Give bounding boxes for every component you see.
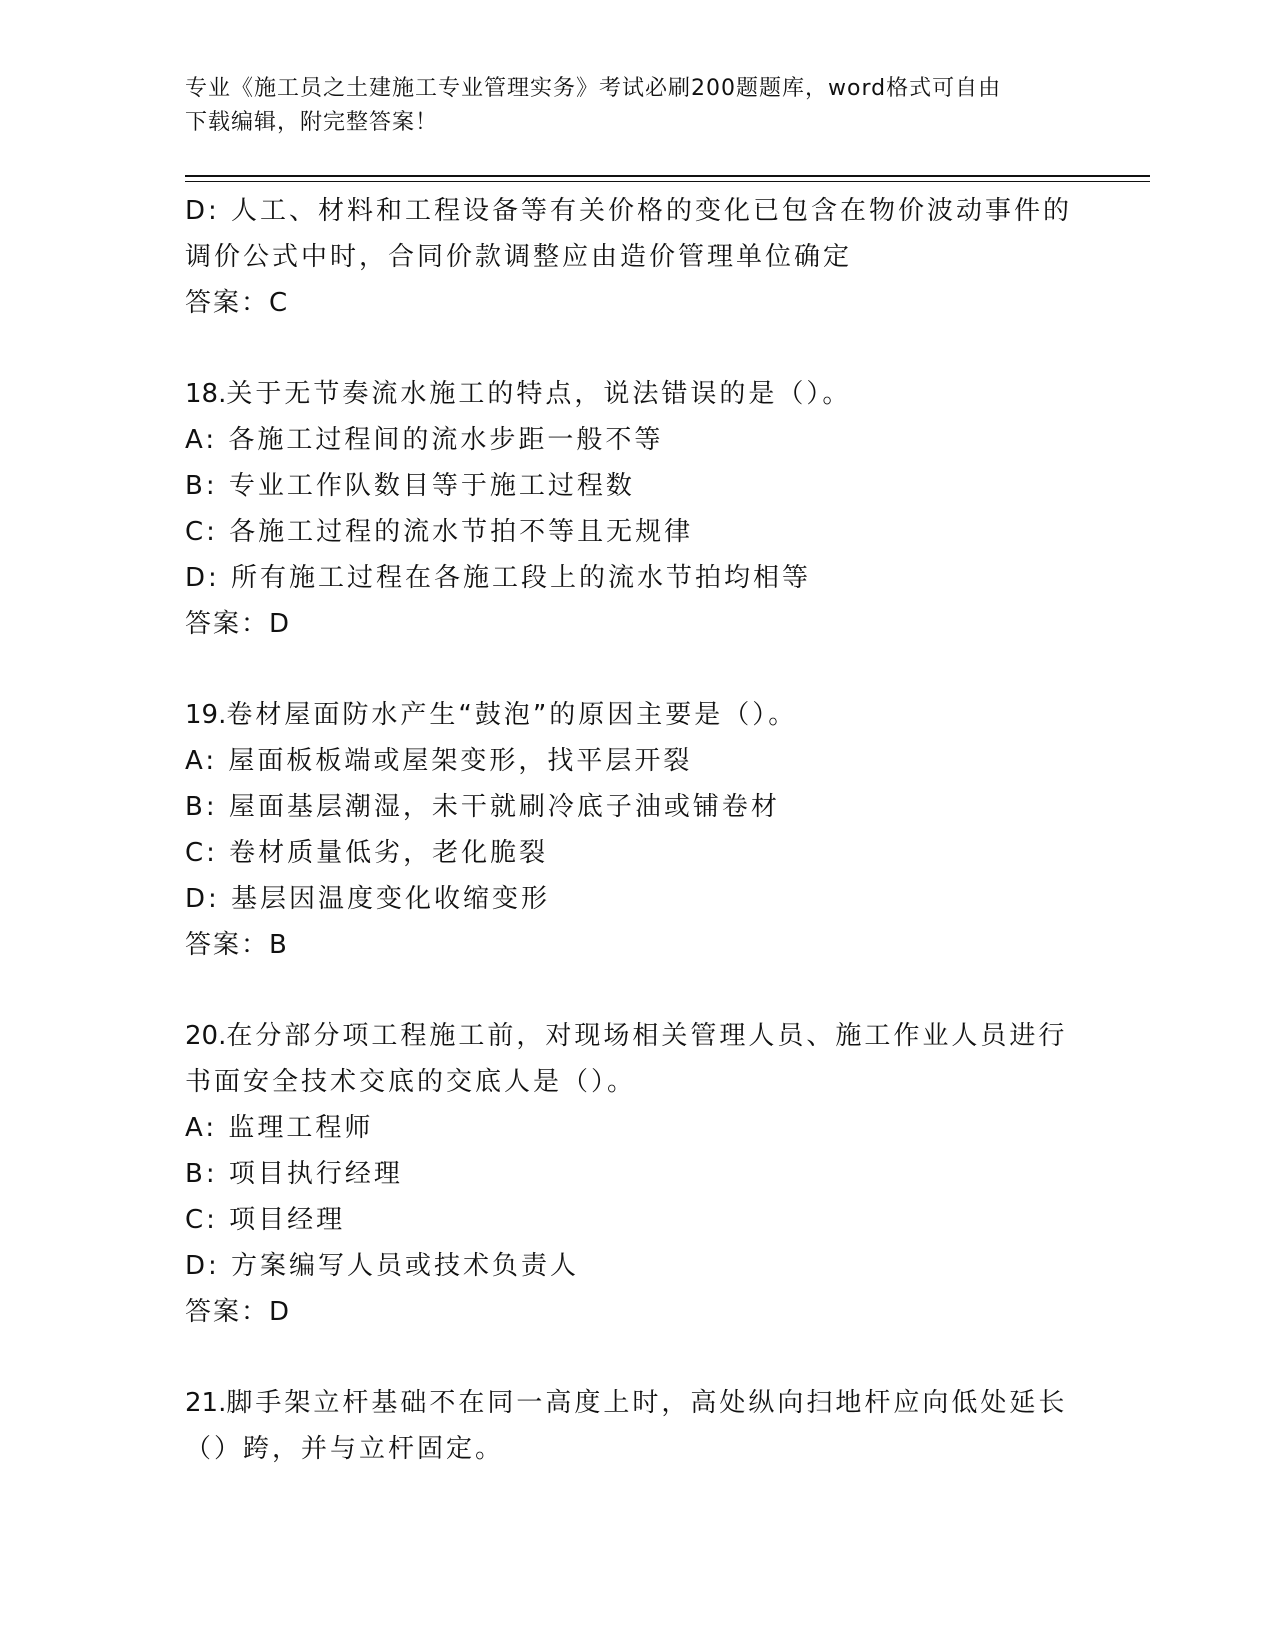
spacer — [185, 326, 1085, 371]
question-stem-line-2: （）跨，并与立杆固定。 — [185, 1434, 505, 1464]
option-b: B: 项目执行经理 — [185, 1159, 403, 1189]
header-title-line-2: 下载编辑，附完整答案！ — [185, 110, 439, 135]
option-d-line-1: D: 人工、材料和工程设备等有关价格的变化已包含在物价波动事件的 — [185, 196, 1073, 226]
header-rule-thin — [185, 181, 1150, 182]
header-title-line-1: 专业《施工员之土建施工专业管理实务》考试必刷200题题库，word格式可自由 — [185, 76, 1002, 101]
option-b: B: 专业工作队数目等于施工过程数 — [185, 471, 635, 501]
option-c: C: 项目经理 — [185, 1205, 346, 1235]
question-stem: 卷材屋面防水产生“鼓泡”的原因主要是（）。 — [226, 700, 798, 730]
question-18 — [185, 371, 1085, 647]
answer-line: 答案：D — [185, 1297, 292, 1327]
spacer — [185, 1335, 1085, 1380]
spacer — [185, 968, 1085, 1013]
option-c: C: 卷材质量低劣，老化脆裂 — [185, 838, 549, 868]
option-d-line-2: 调价公式中时，合同价款调整应由造价管理单位确定 — [185, 242, 853, 272]
question-20 — [185, 1013, 1085, 1335]
question-stem-line-1: 脚手架立杆基础不在同一高度上时，高处纵向扫地杆应向低处延长 — [226, 1388, 1068, 1418]
option-d: D: 方案编写人员或技术负责人 — [185, 1251, 580, 1281]
option-d: D: 基层因温度变化收缩变形 — [185, 884, 551, 914]
question-number: 19. — [185, 700, 227, 730]
option-b: B: 屋面基层潮湿，未干就刷冷底子油或铺卷材 — [185, 792, 780, 822]
header-rule-thick — [185, 175, 1150, 177]
question-number: 20. — [185, 1021, 227, 1051]
question-stem: 关于无节奏流水施工的特点，说法错误的是（）。 — [226, 379, 852, 409]
option-a: A: 各施工过程间的流水步距一般不等 — [185, 425, 664, 455]
answer-line: 答案：D — [185, 609, 292, 639]
question-stem-line-2: 书面安全技术交底的交底人是（）。 — [185, 1067, 637, 1097]
question-21 — [185, 1380, 1085, 1472]
page-header — [185, 72, 1065, 140]
option-c: C: 各施工过程的流水节拍不等且无规律 — [185, 517, 694, 547]
question-number: 21. — [185, 1388, 227, 1418]
spacer — [185, 647, 1085, 692]
question-content — [185, 188, 1085, 1472]
option-a: A: 屋面板板端或屋架变形，找平层开裂 — [185, 746, 693, 776]
question-17-tail — [185, 188, 1085, 326]
option-a: A: 监理工程师 — [185, 1113, 374, 1143]
answer-line: 答案：C — [185, 288, 290, 318]
option-d: D: 所有施工过程在各施工段上的流水节拍均相等 — [185, 563, 812, 593]
question-number: 18. — [185, 379, 227, 409]
answer-line: 答案：B — [185, 930, 289, 960]
question-stem-line-1: 在分部分项工程施工前，对现场相关管理人员、施工作业人员进行 — [226, 1021, 1068, 1051]
question-19 — [185, 692, 1085, 968]
